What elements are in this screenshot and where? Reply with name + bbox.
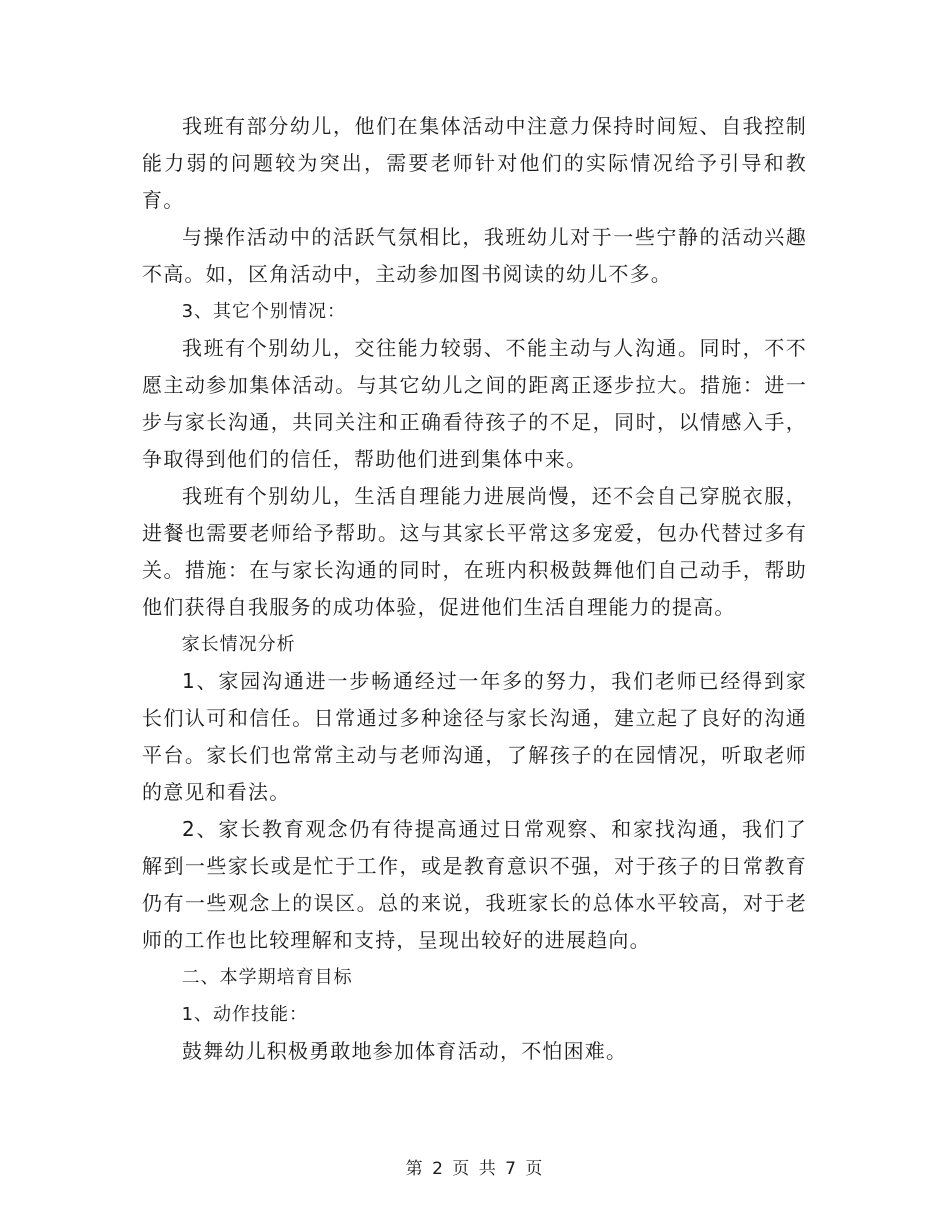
paragraph: 1、家园沟通进一步畅通经过一年多的努力，我们老师已经得到家长们认可和信任。日常通过多种途径与家长沟通，建立起了良好的沟通平台。家长们也常常主动与老师沟通，了解孩子的在园情况，听取老师的意见和看法。	[142, 669, 807, 804]
paragraph: 鼓舞幼儿积极勇敢地参加体育活动，不怕困难。	[182, 1039, 628, 1063]
section-heading: 二、本学期培育目标	[181, 967, 353, 988]
page-number: 第 2 页 共 7 页	[405, 1159, 545, 1179]
document-body	[142, 108, 807, 1070]
paragraph: 与操作活动中的活跃气氛相比，我班幼儿对于一些宁静的活动兴趣不高。如，区角活动中，主动参加图书阅读的幼儿不多。	[142, 225, 807, 286]
paragraph: 我班有部分幼儿，他们在集体活动中注意力保持时间短、自我控制能力弱的问题较为突出，需要老师针对他们的实际情况给予引导和教育。	[142, 114, 807, 212]
section-heading: 1、动作技能：	[181, 1004, 309, 1025]
paragraph: 2、家长教育观念仍有待提高通过日常观察、和家找沟通，我们了解到一些家长或是忙于工作，或是教育意识不强，对于孩子的日常教育仍有一些观念上的误区。总的来说，我班家长的总体水平较高，对于老师的工作也比较理解和支持，呈现出较好的进展趋向。	[142, 817, 807, 952]
paragraph: 我班有个别幼儿，生活自理能力进展尚慢，还不会自己穿脱衣服，进餐也需要老师给予帮助。这与其家长平常这多宠爱，包办代替过多有关。措施：在与家长沟通的同时，在班内积极鼓舞他们自己动手，帮助他们获得自我服务的成功体验，促进他们生活自理能力的提高。	[142, 484, 807, 619]
section-heading: 家长情况分析	[181, 634, 296, 655]
paragraph: 我班有个别幼儿，交往能力较弱、不能主动与人沟通。同时，不不愿主动参加集体活动。与其它幼儿之间的距离正逐步拉大。措施：进一步与家长沟通，共同关注和正确看待孩子的不足，同时，以情感入手，争取得到他们的信任，帮助他们进到集体中来。	[142, 336, 807, 471]
section-heading: 3、其它个别情况：	[181, 301, 347, 322]
